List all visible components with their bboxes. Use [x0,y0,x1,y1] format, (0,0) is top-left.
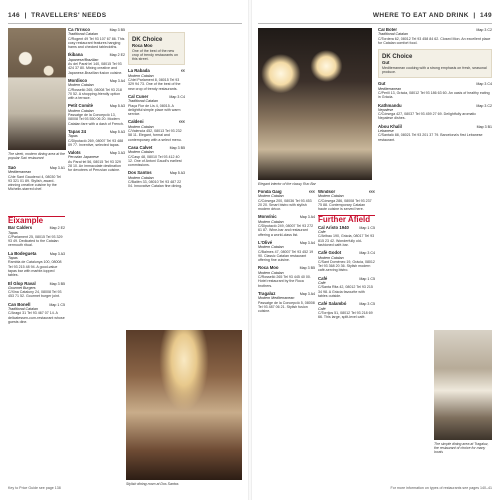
entry-type: Nepalese [378,107,394,112]
entry-desc: Passatge de la Concepció 13, 08008 Tel 93 550 06 20. Modern Catalan fare with a dash of French. [68,113,124,126]
caption-right-bottom-photo: The simple dining area at Tragaluz, the restaurant of choice for many locals [434,442,489,454]
entry-desc: C/Còrsega 427, 08037 Tel 93 459 27 69. Delightfully aromatic Nepalese dishes. [378,112,477,121]
entry-desc: C/del Parlament 8, 08015 Tel 93 329 94 73. One of the best of the new crop of trendy restaurants. [128,78,181,91]
entry-price: Map 3 C5 [359,302,375,307]
entry-type: Gourmet Burgers [8,285,36,290]
column-2 [8,214,65,464]
entry-desc: C/Diputació 269, 08007 Tel 93 488 09 77. Inventive, selected tapas. [68,138,124,147]
entry-name: Cafè Godot [318,250,342,256]
page-number-left: 146 [8,12,21,19]
entry-desc: C/Balmes 47, 08007 Tel 93 452 19 90. Classic Catalan restaurant offering fine cuisine. [258,249,314,263]
entry-price: Map 3 C4 [476,82,492,87]
running-header-left: 146 | TRAVELLERS' NEEDS [8,12,107,19]
list-item [258,266,315,287]
entry-name: La Bodegueta [8,250,37,256]
caption-left-photo: The sleek, modern dining area at the popular Saó restaurant [8,152,66,160]
caption-right-mid-photo: Elegant interior of the classy Ruo Bar [258,182,316,186]
entry-price: Map 5 A3 [109,104,125,109]
entry-type: Café [318,306,326,311]
entry-price: €€€ [369,190,375,194]
header-title-left: TRAVELLERS' NEEDS [31,12,107,19]
list-item [378,28,492,45]
entry-name: Cal Aristo 1940 [318,224,349,230]
entry-desc: C/Parlament 25, 08015 Tel 93 329 93 49. Dedicated to the Catalan vermouth ritual. [8,234,63,248]
entry-name: Gut [378,81,386,87]
dk-choice-heading: DK Choice [132,37,163,43]
entry-price: Map 3 B1 [476,124,492,129]
list-item [378,82,492,99]
list-item [318,226,375,247]
entry-price: Map 3 C4 [169,94,185,99]
entry-name: Tapas 24 [68,128,87,134]
entry-type: Modern Catalan [258,194,284,199]
entry-name: Ikibana [68,52,83,58]
entry-price: Map 3 A1 [49,166,65,170]
list-item [128,69,185,90]
column-3 [68,28,125,488]
entry-type: Traditional Catalan [8,307,38,312]
entry-desc: C/Diputació 249, 08007 Tel 93 272 61 87. Wine-bar and restaurant offering a world-class list. [258,224,314,237]
photo-sao-dining-room [8,28,66,150]
list-item [128,95,185,116]
dk-choice-desc: Mediterranean cooking with a strong emphasis on fresh, seasonal produce. [382,65,487,75]
list-item [8,252,65,278]
entry-desc: C/de Sant Gaudenci 4, 08030 Tel 93 321 01 89. Stylish, award-winning creative cuisine by the Michelin-starred chef. [8,174,61,192]
entry-desc: C/Xina Cataluny 24, 08008 Tel 93 453 71 52. Gourmet burger joint. [8,290,62,299]
entry-desc: C/Tordera 62, 08012 Tel 93 458 84 62. Closed Mon. An excellent place for Catalan comfort food. [378,36,491,45]
entry-name: L'Olivé [258,239,273,245]
entry-desc: C/Torrijos 51, 08012 Tel 93 218 69 66. This large, split-level café. [318,310,373,320]
entry-type: Traditional Catalan [378,32,408,37]
entry-type: Mediterranean [8,170,32,175]
entry-name: Ca l'Irrisco [68,28,91,32]
entry-price: Map 3 A4 [299,240,315,245]
entry-price: Map 3 C2 [476,28,492,32]
entry-name: Casa Calvet [128,144,153,150]
caption-middle-photo: Stylish dining room at Dos Santos [126,482,179,486]
entry-price: Map 5 A3 [169,171,185,176]
entry-name: Tragaluz [258,290,276,296]
list-item [68,53,125,74]
list-item [318,277,375,298]
list-item [8,303,65,324]
entry-desc: C/Perill 13, Gràcia, 08012 Tel 93 186 63 60. An oasis of healthy eating in Gràcia. [378,90,490,100]
entry-type: Peruvian Japanese [68,155,99,160]
entry-price: Map 3 A4 [109,78,125,83]
entry-type: Modern Catalan [258,245,284,250]
entry-type: Café [318,281,326,286]
entry-price: Map 3 B5 [299,266,315,271]
list-item [68,104,125,125]
entry-desc: C/Bailén 33, 08010 Tel 93 487 22 04. Innovative Catalan fine dining. [128,180,183,189]
list-item [378,125,492,142]
entry-desc: C/Santaló 88, 08021 Tel 93 201 37 79. Barcelona's first Lebanese restaurant. [378,133,483,142]
entry-price: Map 3 A4 [299,291,315,296]
list-item [8,226,65,247]
entry-price: €€€ [309,190,315,194]
photo-tragaluz [434,330,492,440]
list-item [128,120,185,141]
photo-ruo-bar [258,28,372,180]
entry-name: Saó [8,166,16,170]
dk-choice-box-right [378,49,492,78]
dk-choice-box-left [128,32,185,65]
entry-type: Traditional Catalan [128,99,158,104]
entry-type: Japanese/Brazilian [68,57,99,62]
entry-price: Map 3 A4 [299,215,315,220]
entry-price: Map 1 C5 [49,302,65,307]
entry-desc: Rambla de Catalunya 100, 08008 Tel 93 215 48 94. A good-value tapas bar with marble-topped tables. [8,260,62,278]
entry-price: €€€ [179,120,185,125]
entry-name: Petit Comitè [68,103,94,109]
list-item [258,241,315,262]
entry-price: Map 3 A3 [109,151,125,156]
page-number-right: 149 [479,12,492,19]
entry-desc: Passatge de la Concepció 5, 08008 Tel 93 487 06 21. Stylish fusion cuisine. [258,300,315,314]
entry-desc: C/Valencia 452, 08013 Tel 93 232 58 11. Elegant, formal and contemporary with a select menu. [128,129,182,142]
list-item [8,282,65,299]
entry-name: Windsor [318,190,336,194]
entry-price: Map 5 A3 [109,129,125,134]
entry-price: Map 3 B5 [169,145,185,150]
entry-type: Modern Catalan [318,255,344,260]
dk-choice-name: Roca Moo [132,43,153,49]
entry-type: Modern Catalan [318,194,344,199]
entry-desc: C/Rosselló 265 Tel 93 445 40 00. Hotel restaurant by the Roca brothers. [258,275,311,288]
entry-type: Modern Catalan [128,150,154,155]
entry-name: Cal Cuner [128,93,149,99]
entry-desc: C/Rogent 49 Tel 93 107 67 86. This cosy restaurant features hanging hams and checked tablecloths. [68,36,125,50]
entry-type: Modern Catalan [128,73,154,78]
list-item [68,130,125,147]
entry-type: Traditional Catalan [68,32,98,37]
entry-type: Lebanese [378,129,394,134]
entry-name: Fonda Gaig [258,190,282,194]
entry-name: Cal Boter [378,28,398,32]
entry-type: Cafe [318,230,326,235]
book-gutter [248,0,252,500]
list-item [68,79,125,100]
entry-desc: Plaça Flor de Lis 4, 08015. A delightful simple place with warm service. [128,103,181,117]
list-item [8,166,65,192]
entry-name: Monvínic [258,214,277,220]
entry-type: Modern Catalan [258,219,284,224]
entry-price: Map 2 E2 [49,226,65,231]
entry-price: Map 3 C4 [359,251,375,256]
entry-desc: C/Còrsega 200, 08036 Tel 93 453 20 20. Smart bistro with stylish modern décor. [258,198,312,212]
entry-desc: C/Sant Domènec 19, Gràcia, 08012 Tel 93 368 20 36. Stylish modern café-serving bistro. [318,259,375,273]
column-4 [128,28,185,328]
entry-desc: C/Còrsega 286, 08008 Tel 93 237 75 88. Contemporary Catalan haute cuisine is served here. [318,198,372,212]
column-6 [318,190,375,470]
running-header-right: WHERE TO EAT AND DRINK | 149 [372,12,492,19]
entry-name: Valots [68,150,81,156]
entry-name: Dos Santos [128,170,152,176]
entry-desc: C/Santa Rita 42, 08012 Tel 93 215 34 98. A Gràcia favourite with tables outside. [318,285,373,298]
entry-name: Caldeni [128,119,144,125]
entry-name: Bar Calders [8,225,33,231]
entry-name: Kathmandu [378,102,402,108]
section-heading-eixample: Eixample [8,216,65,223]
entry-desc: Av del Paral·lel 140, 08015 Tel 93 424 37 80. Mixing creative and Japanese-Brazilian fusion cuisine. [68,62,123,75]
list-item [378,104,492,121]
column-7 [378,28,492,328]
list-item [318,190,375,211]
photo-dos-santos [126,330,242,480]
entry-price: Map 3 B5 [109,28,125,32]
entry-price: Map 3 A3 [49,251,65,256]
list-item [68,151,125,172]
entry-type: Modern Catalan [128,175,154,180]
entry-price: Map 2 E2 [109,53,125,58]
list-item [258,215,315,236]
entry-desc: Av Paral·lel 56, 08015 Tel 93 329 28 10. An immaculate destination for devotees of Peruvian cuisine. [68,159,121,173]
entry-type: Modern Catalan [128,124,154,129]
entry-name: Mordisco [68,77,88,83]
column-5 [258,190,315,470]
list-item [318,251,375,272]
entry-price: Map 3 B5 [49,281,65,286]
entry-price: €€ [181,69,185,74]
entry-desc: C/Aribau 190, Gràcia, 08017 Tel 93 815 23 42. Wonderfully old-fashioned café-bar. [318,234,375,247]
entry-name: Roca Moo [258,265,279,271]
header-title-right: WHERE TO EAT AND DRINK [372,12,469,19]
entry-type: Tapas [8,256,18,261]
entry-name: Can Bonell [8,301,31,307]
entry-name: Abou Khalil [378,123,402,129]
footer-left: Key to Price Guide see page 138 [8,486,61,490]
list-item [258,292,315,313]
footer-right: For more information on types of restaurants see pages 140–41 [390,486,492,490]
dk-choice-heading: DK Choice [382,54,413,61]
list-item [258,190,315,211]
entry-type: Modern Catalan [258,270,284,275]
entry-desc: C/Rosselló 265, 08008 Tel 93 218 70 52. A shopping-friendly option with a terrace. [68,87,122,101]
entry-price: Map 1 C5 [359,276,375,281]
entry-price: Map 1 C5 [359,225,375,230]
entry-name: Café Salambó [318,301,347,307]
header-rule-right [258,23,492,24]
entry-name: El Glop Raval [8,280,36,286]
header-rule-left [8,23,242,24]
list-item [318,302,375,319]
entry-type: Mediterranean [378,86,402,91]
dk-choice-name: Gut [382,60,390,66]
entry-type: Tapas [68,134,78,139]
entry-type: Modern Mediterranean [258,296,295,301]
entry-price: Map 3 C2 [476,103,492,108]
dk-choice-desc: One of the best of the new crop of trendy restaurants on this street. [132,48,178,62]
entry-desc: C/Casp 48, 08010 Tel 93 412 40 12. One of Antoni Gaudí's earliest commissions. [128,154,182,168]
entry-type: Modern Catalan [68,108,94,113]
entry-type: Tapas [8,230,18,235]
section-heading-further-afield: Further Afield [318,215,375,222]
entry-type: Modern Catalan [68,83,94,88]
list-item [128,171,185,188]
entry-name: Café [318,275,328,281]
list-item [128,146,185,167]
list-item [68,28,125,49]
entry-name: La Rabada [128,68,150,74]
entry-desc: C/Aragó 31 Tel 93 467 07 14. A delicatessen-cum-restaurant whose guests dine. [8,311,65,324]
